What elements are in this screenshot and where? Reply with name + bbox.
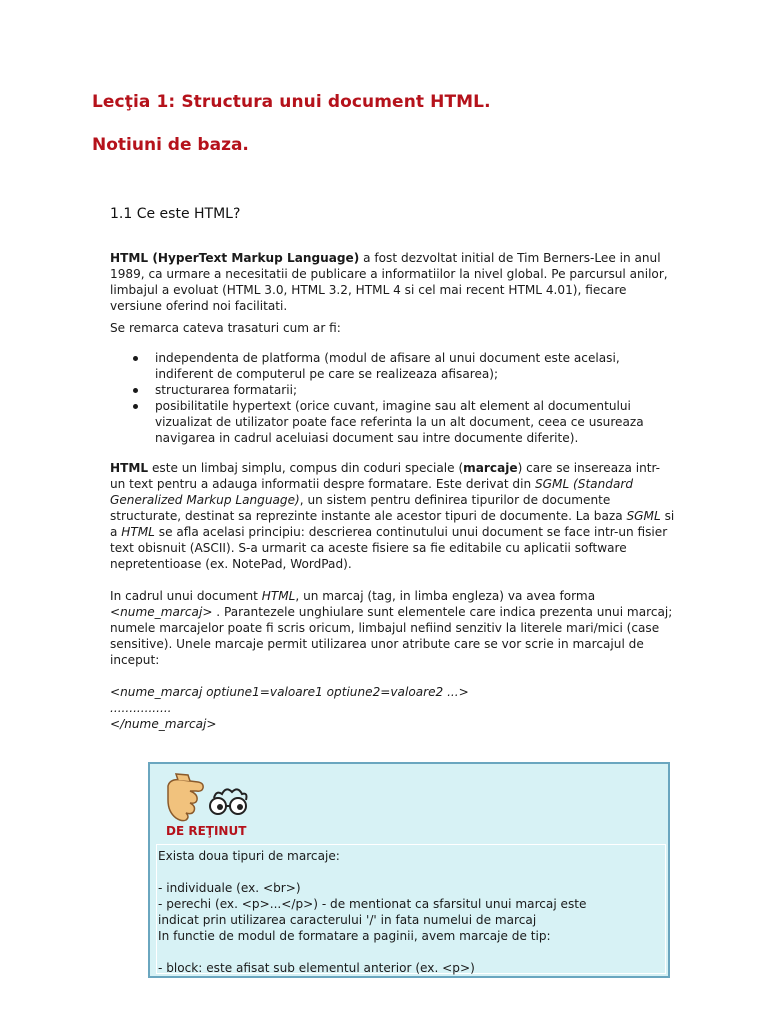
note-line: indicat prin utilizarea caracterului '/' in fata numelui de marcaj <box>158 913 537 927</box>
para3-text-3: , un sistem pentru definirea tipurilor de documente structurate, destinat sa reprezinte instante ale acestor tipuri de documente. La baza <box>110 493 627 523</box>
html-italic-2: HTML <box>261 589 296 603</box>
intro-paragraph <box>110 250 675 314</box>
note-line: - block: este afisat sub elementul anterior (ex. <p>) <box>158 961 475 975</box>
remember-note-content <box>156 844 666 974</box>
sgml-italic-2: SGML <box>626 509 661 523</box>
html-description-paragraph <box>110 460 675 572</box>
remember-note-box <box>148 762 670 978</box>
remember-label: DE REŢINUT <box>166 824 247 838</box>
note-line: - perechi (ex. <p>...</p>) - de mentionat ca sfarsitul unui marcaj este <box>158 897 587 911</box>
para3-text-4: si a <box>110 509 675 539</box>
features-list <box>110 350 675 446</box>
lesson-content <box>110 250 675 732</box>
tag-syntax-example <box>110 684 675 732</box>
intro-bold: HTML (HyperText Markup Language) <box>110 251 360 265</box>
pointing-finger-glasses-icon <box>164 772 260 826</box>
tag-form-italic: <nume_marcaj> <box>110 605 213 619</box>
marcaje-bold: marcaje <box>463 461 518 475</box>
tag-form-paragraph <box>110 588 675 668</box>
features-intro: Se remarca cateva trasaturi cum ar fi: <box>110 321 341 335</box>
feature-item-formatting: structurarea formatarii; <box>155 382 675 398</box>
intro-text: a fost dezvoltat initial de Tim Berners-Lee in anul 1989, ca urmare a necesitatii de publicare a informatiilor la nivel global. Pe parcursul anilor, limbajul a evoluat (HTML 3.0, HTML 3.2, HTML 4 si cel mai recent HTML 4.01), fiecare versiune oferind noi facilitati. <box>110 251 668 313</box>
note-line: In functie de modul de formatare a paginii, avem marcaje de tip: <box>158 929 551 943</box>
html-italic: HTML <box>121 525 155 539</box>
para4-text-3: . Parantezele unghiulare sunt elementele care indica prezenta unui marcaj; numele marcajelor poate fi scris oricum, limbajul nefiind senzitiv la literele mari/mici (case sensitive). Unele marcaje permit utilizarea unor atribute care se vor scrie in marcajul de inceput: <box>110 605 673 667</box>
section-heading: 1.1 Ce este HTML? <box>110 206 241 222</box>
feature-item-hypertext: posibilitatile hypertext (orice cuvant, imagine sau alt element al documentului vizualizat de utilizator poate face referinta la un alt document, ceea ce usureaza navigarea in cadrul aceluiasi document sau intre documente diferite). <box>155 398 675 446</box>
para3-text-1: este un limbaj simplu, compus din coduri speciale ( <box>148 461 464 475</box>
sgml-italic: SGML (Standard Generalized Markup Language) <box>110 477 633 507</box>
para4-text-1: In cadrul unui document <box>110 589 262 603</box>
note-spacer <box>158 864 664 880</box>
html-bold: HTML <box>110 461 149 475</box>
para3-text-2: ) care se insereaza intr-un text pentru a adauga informatii despre formatare. Este derivat din <box>110 461 661 491</box>
note-line: - individuale (ex. <br>) <box>158 881 301 895</box>
code-line-dots: ................ <box>110 701 172 715</box>
feature-item-platform: independenta de platforma (modul de afisare al unui document este acelasi, indiferent de computerul pe care se realizeaza afisarea); <box>155 350 675 382</box>
note-spacer <box>158 944 664 960</box>
para3-text-5: se afla acelasi principiu: descrierea continutului unui document se face intr-un fisier text obisnuit (ASCII). S-a urmarit ca aceste fisiere sa fie editabile cu aplicatii software nepretentioase (ex. NotePad, WordPad). <box>110 525 668 571</box>
spacer <box>110 572 675 588</box>
para4-text-2: , un marcaj (tag, in limba engleza) va avea forma <box>295 589 596 603</box>
lesson-subtitle: Notiuni de baza. <box>92 135 249 155</box>
code-line-open: <nume_marcaj optiune1=valoare1 optiune2=valoare2 ...> <box>110 685 469 699</box>
code-line-close: </nume_marcaj> <box>110 717 217 731</box>
note-line: Exista doua tipuri de marcaje: <box>158 849 340 863</box>
lesson-title: Lecţia 1: Structura unui document HTML. <box>92 92 491 112</box>
